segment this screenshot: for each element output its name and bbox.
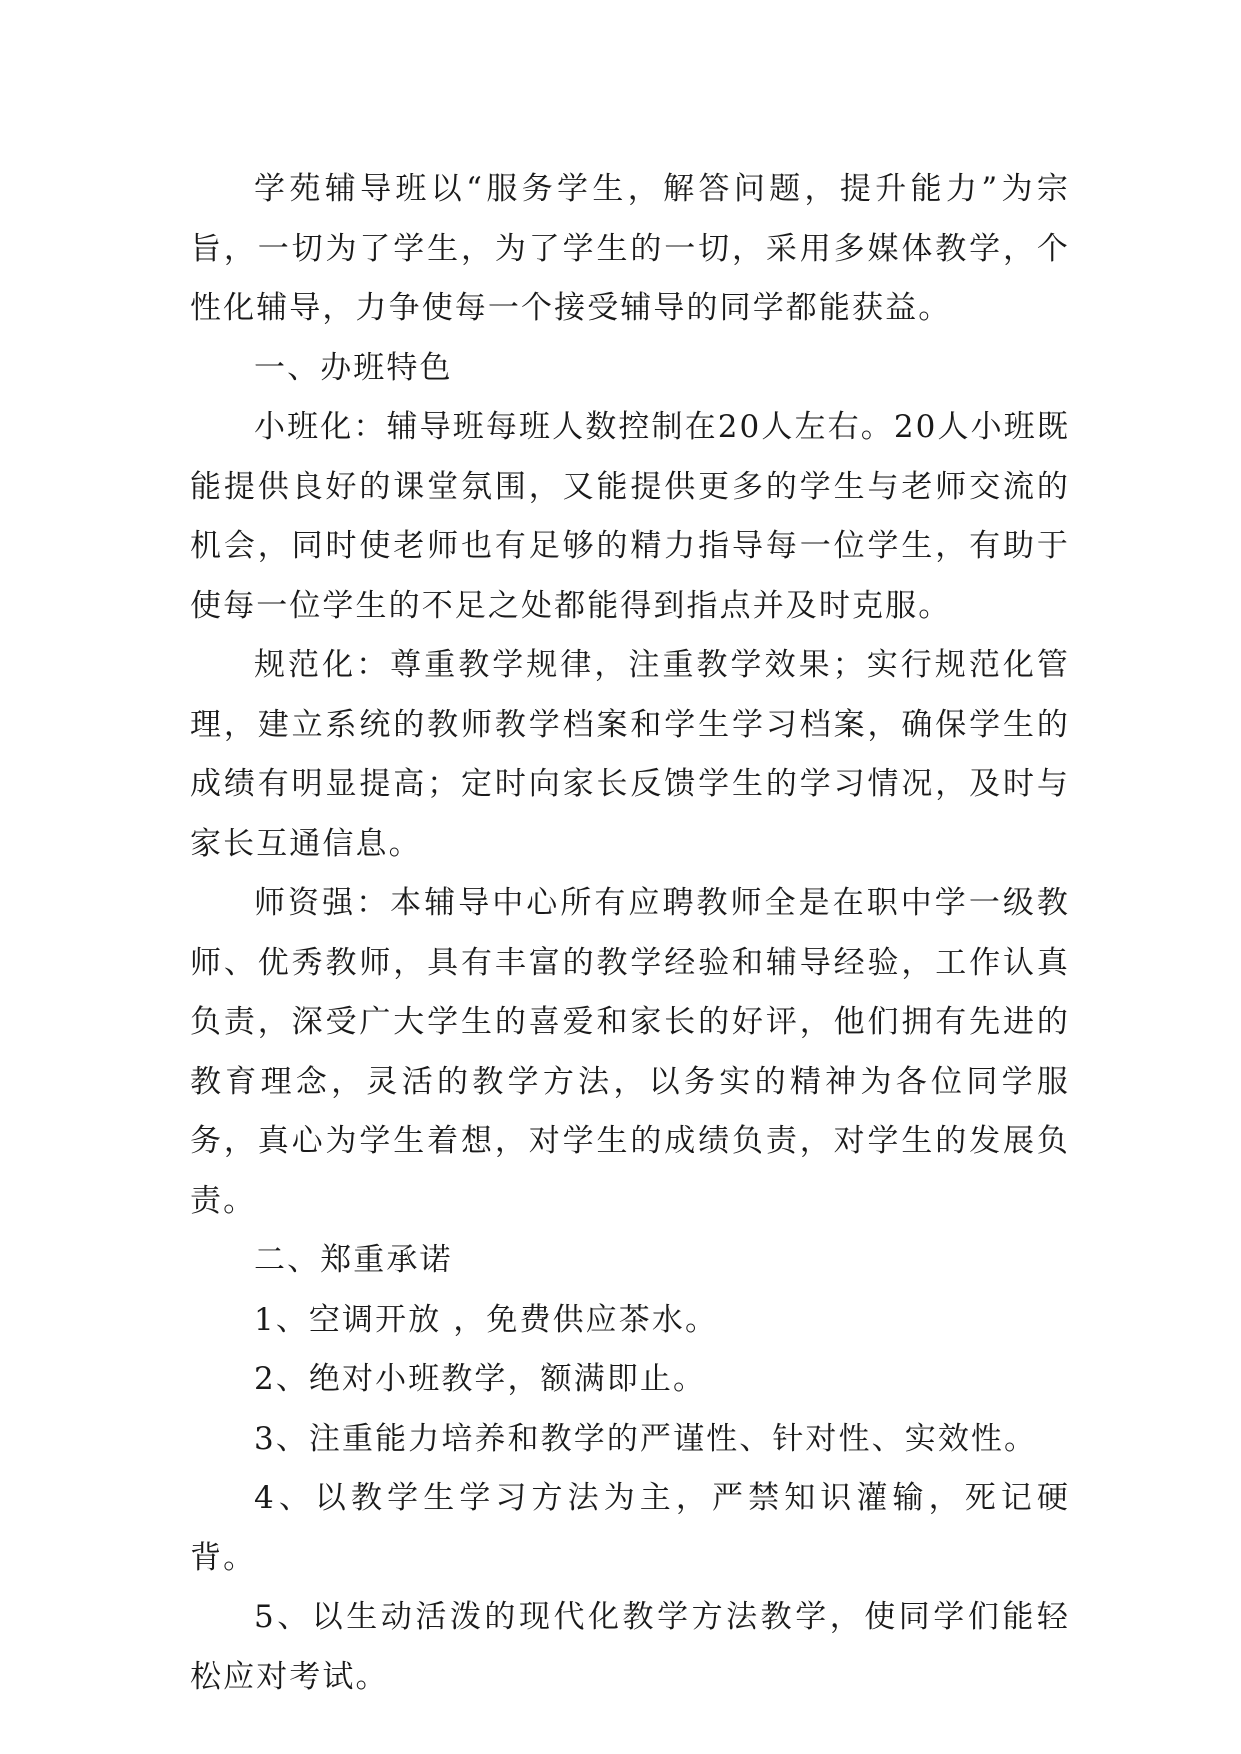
commitment-item-2: 2、绝对小班教学，额满即止。 (254, 1361, 707, 1397)
commitment-item-1: 1、空调开放 ，免费供应茶水。 (254, 1301, 719, 1338)
commitment-item-3: 3、注重能力培养和教学的严谨性、针对性、实效性。 (254, 1420, 1038, 1457)
commitment-item-5: 5、以生动活泼的现代化教学方法教学，使同学们能轻松应对考试。 (190, 1599, 1070, 1695)
paragraph-teachers: 师资强：本辅导中心所有应聘教师全是在职中学一级教师、优秀教师，具有丰富的教学经验和辅导经验，工作认真负责，深受广大学生的喜爱和家长的好评，他们拥有先进的教育理念，灵活的教学方法，以务实的精神为各位同学服务，真心为学生着想，对学生的成绩负责，对学生的发展负责。 (190, 885, 1070, 1219)
intro-paragraph: 学苑辅导班以“服务学生，解答问题，提升能力”为宗旨，一切为了学生，为了学生的一切，采用多媒体教学，个性化辅导，力争使每一个接受辅导的同学都能获益。 (190, 171, 1070, 326)
paragraph-small-class: 小班化：辅导班每班人数控制在20人左右。20人小班既能提供良好的课堂氛围，又能提供更多的学生与老师交流的机会，同时使老师也有足够的精力指导每一位学生，有助于使每一位学生的不足之处都能得到指点并及时克服。 (190, 409, 1070, 624)
paragraph-standardization: 规范化：尊重教学规律，注重教学效果；实行规范化管理，建立系统的教师教学档案和学生学习档案，确保学生的成绩有明显提高；定时向家长反馈学生的学习情况，及时与家长互通信息。 (190, 647, 1070, 862)
section-heading-commitments: 二、郑重承诺 (254, 1242, 453, 1278)
commitment-item-4: 4、以教学生学习方法为主，严禁知识灌输，死记硬背。 (190, 1480, 1070, 1576)
section-heading-features: 一、办班特色 (254, 349, 453, 386)
document-body (190, 160, 1070, 1707)
